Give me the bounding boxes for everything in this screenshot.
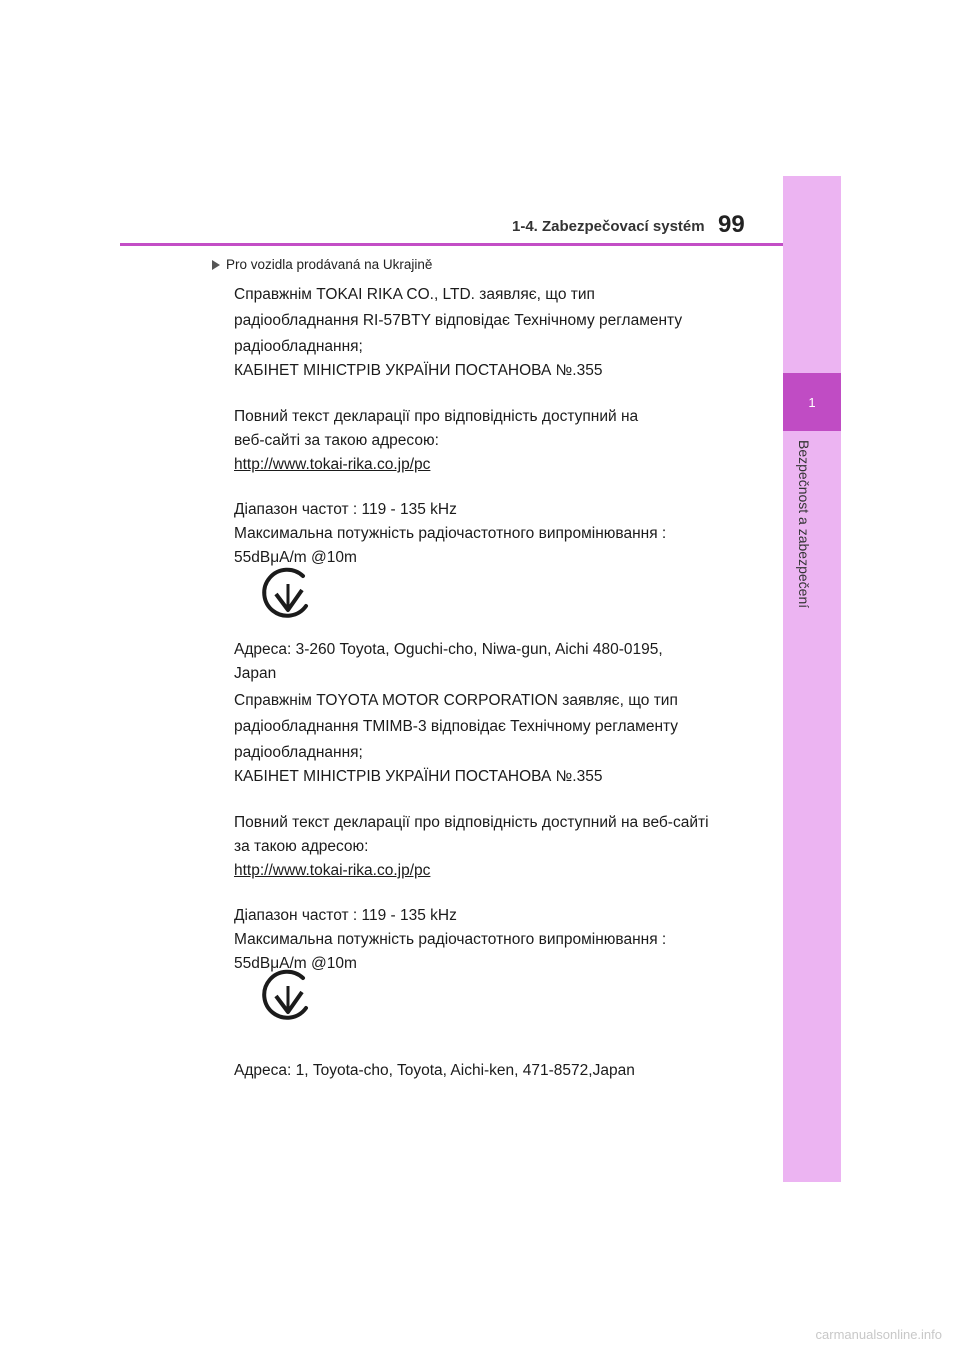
intro-heading	[212, 257, 432, 272]
decl-line: радіообладнання;	[234, 744, 363, 761]
text-line: веб-сайті за такою адресою:	[234, 432, 439, 449]
intro-text: Pro vozidla prodávaná na Ukrajině	[226, 257, 433, 272]
decl-line: КАБІНЕТ МІНІСТРІВ УКРАЇНИ ПОСТАНОВА №.355	[234, 362, 603, 379]
frequency-line: Діапазон частот : 119 - 135 kHz	[234, 907, 457, 924]
address-line: Japan	[234, 665, 277, 682]
chapter-number: 1	[808, 394, 816, 410]
chapter-tab[interactable]	[783, 373, 841, 431]
text-line: за такою адресою:	[234, 838, 369, 855]
declaration-link[interactable]: http://www.tokai-rika.co.jp/pc	[234, 456, 431, 473]
power-value: 55dBμA/m @10m	[234, 955, 357, 972]
frequency-line: Діапазон частот : 119 - 135 kHz	[234, 501, 457, 518]
address-block-2	[234, 1059, 754, 1083]
decl-line: радіообладнання TMIMB-3 відповідає Технічному регламенту	[234, 718, 679, 735]
decl-line: Справжнім TOYOTA MOTOR CORPORATION заявляє, що тип	[234, 692, 678, 709]
decl-line: КАБІНЕТ МІНІСТРІВ УКРАЇНИ ПОСТАНОВА №.355	[234, 768, 603, 785]
address-line: Адреса: 3-260 Toyota, Oguchi-cho, Niwa-gun, Aichi 480-0195,	[234, 641, 663, 658]
ukrainian-conformity-mark-icon	[258, 566, 312, 620]
header-divider	[120, 243, 783, 246]
decl-line: радіообладнання;	[234, 338, 363, 355]
page-number: 99	[718, 211, 745, 238]
decl-line: Справжнім TOKAI RIKA CO., LTD. заявляє, що тип	[234, 286, 595, 303]
chapter-label	[796, 440, 812, 608]
declaration-block-2	[234, 689, 754, 976]
bullet-triangle-icon	[212, 260, 220, 270]
address-line: Адреса: 1, Toyota-cho, Toyota, Aichi-ken, 471-8572,Japan	[234, 1062, 635, 1079]
power-line: Максимальна потужність радіочастотного випромінювання :	[234, 931, 667, 948]
chapter-label-text: Bezpečnost a zabezpečení	[796, 440, 812, 609]
section-title: 1-4. Zabezpečovací systém	[512, 218, 705, 235]
footer-watermark: carmanualsonline.info	[815, 1327, 942, 1342]
text-line: Повний текст декларації про відповідність доступний на	[234, 408, 639, 425]
power-value: 55dBμA/m @10m	[234, 549, 357, 566]
declaration-block-1	[234, 283, 754, 570]
address-block-1	[234, 638, 754, 686]
power-line: Максимальна потужність радіочастотного випромінювання :	[234, 525, 667, 542]
side-strip	[783, 176, 841, 1182]
decl-line: радіообладнання RI-57BTY відповідає Технічному регламенту	[234, 312, 683, 329]
text-line: Повний текст декларації про відповідність доступний на веб-сайті	[234, 814, 709, 831]
declaration-link[interactable]: http://www.tokai-rika.co.jp/pc	[234, 862, 431, 879]
ukrainian-conformity-mark-icon	[258, 968, 312, 1022]
